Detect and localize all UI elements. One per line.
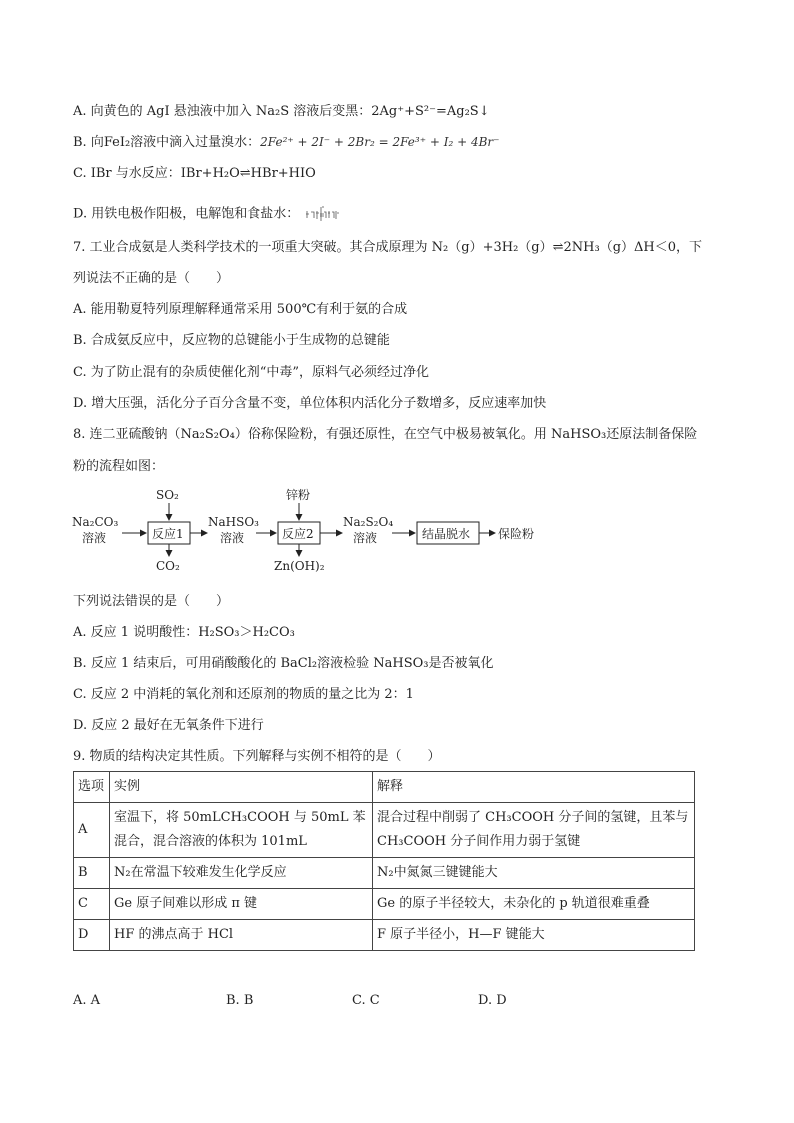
q6-option-d — [73, 203, 339, 225]
q9-option-b: B. B — [226, 993, 254, 1008]
q6-option-c: C. IBr 与水反应：IBr+H₂O⇌HBr+HIO — [73, 166, 316, 181]
table-row — [74, 858, 695, 889]
table-header-row — [74, 772, 695, 803]
q9-option-c: C. C — [352, 993, 380, 1008]
flow-mid-sublabel: 溶液 — [220, 531, 245, 545]
q8-stem-line1: 8. 连二亚硫酸钠（Na₂S₂O₄）俗称保险粉，有强还原性，在空气中极易被氧化。用 NaHSO₃还原法制备保险 — [73, 427, 698, 442]
q6-option-b-equation: 2Fe²⁺ + 2I⁻ + 2Br₂ = 2Fe³⁺ + I₂ + 4Br⁻ — [260, 135, 500, 149]
flow-input-zinc: 锌粉 — [286, 488, 311, 502]
q8-option-a: A. 反应 1 说明酸性：H₂SO₃＞H₂CO₃ — [73, 625, 295, 640]
table-cell-explanation: F 原子半径小，H—F 键能大 — [373, 920, 695, 951]
q7-option-c: C. 为了防止混有的杂质使催化剂“中毒”，原料气必须经过净化 — [73, 365, 430, 380]
table-cell-example: N₂在常温下较难发生化学反应 — [110, 858, 373, 889]
q6-option-b-text: B. 向FeI₂溶液中滴入过量溴水： — [73, 135, 261, 150]
flow-start-label: Na₂CO₃ — [72, 515, 119, 529]
q8-option-c: C. 反应 2 中消耗的氧化剂和还原剂的物质的量之比为 2：1 — [73, 687, 414, 702]
table-cell-option: C — [74, 889, 110, 920]
table-cell-option: B — [74, 858, 110, 889]
flow-output-co2: CO₂ — [156, 559, 180, 573]
q9-stem: 9. 物质的结构决定其性质。下列解释与实例不相符的是（ ） — [73, 749, 441, 764]
q9-option-a: A. A — [73, 993, 101, 1008]
q8-ask: 下列说法错误的是（ ） — [73, 594, 230, 609]
flow-box-reaction1-label: 反应1 — [152, 527, 184, 541]
table-header-cell: 实例 — [110, 772, 373, 803]
q7-option-b: B. 合成氨反应中，反应物的总键能小于生成物的总键能 — [73, 333, 390, 348]
table-cell-explanation: N₂中氮氮三键键能大 — [373, 858, 695, 889]
table-header-cell: 解释 — [373, 772, 695, 803]
table-row — [74, 889, 695, 920]
flow-after-sublabel: 溶液 — [353, 531, 378, 545]
q7-stem-line1: 7. 工业合成氨是人类科学技术的一项重大突破。其合成原理为 N₂（g）+3H₂（g）⇌2NH₃（g）ΔH＜0，下 — [73, 240, 703, 255]
table-header-cell: 选项 — [74, 772, 110, 803]
table-cell-example: 室温下，将 50mLCH₃COOH 与 50mL 苯混合，混合溶液的体积为 101mL — [110, 803, 373, 858]
flow-end-label: 保险粉 — [498, 527, 535, 541]
flow-input-so2: SO₂ — [156, 488, 179, 502]
flow-start-sublabel: 溶液 — [82, 531, 107, 545]
table-cell-example: HF 的沸点高于 HCl — [110, 920, 373, 951]
table-row — [74, 920, 695, 951]
flow-box-reaction2-label: 反应2 — [282, 527, 314, 541]
q8-option-d: D. 反应 2 最好在无氧条件下进行 — [73, 718, 264, 733]
q6-option-a: A. 向黄色的 AgI 悬浊液中加入 Na₂S 溶液后变黑：2Ag⁺+S²⁻=Ag₂S↓ — [73, 104, 490, 119]
q9-table — [73, 771, 695, 951]
q7-option-a: A. 能用勒夏特列原理解释通常采用 500℃有利于氨的合成 — [73, 302, 408, 317]
table-cell-example: Ge 原子间难以形成 π 键 — [110, 889, 373, 920]
garbled-equation-image — [305, 203, 339, 225]
table-cell-option: D — [74, 920, 110, 951]
flow-output-znoh2: Zn(OH)₂ — [274, 559, 325, 573]
table-cell-option: A — [74, 803, 110, 858]
q8-option-b: B. 反应 1 结束后，可用硝酸酸化的 BaCl₂溶液检验 NaHSO₃是否被氧化 — [73, 656, 494, 671]
table-cell-explanation: Ge 的原子半径较大，未杂化的 p 轨道很难重叠 — [373, 889, 695, 920]
flow-mid-label: NaHSO₃ — [208, 515, 259, 529]
process-flowchart — [70, 482, 570, 577]
q7-stem-line2: 列说法不正确的是（ ） — [73, 271, 230, 286]
flow-after-label: Na₂S₂O₄ — [343, 515, 394, 529]
q6-option-b — [73, 133, 499, 152]
table-cell-explanation: 混合过程中削弱了 CH₃COOH 分子间的氢键，且苯与 CH₃COOH 分子间作用力弱于氢键 — [373, 803, 695, 858]
q7-option-d: D. 增大压强，活化分子百分含量不变，单位体积内活化分子数增多，反应速率加快 — [73, 396, 547, 411]
flow-box-crystallize-label: 结晶脱水 — [422, 527, 471, 541]
q9-option-d: D. D — [478, 993, 507, 1008]
table-row — [74, 803, 695, 858]
q6-option-d-text: D. 用铁电极作阳极，电解饱和食盐水： — [73, 206, 300, 222]
q8-stem-line2: 粉的流程如图： — [73, 459, 165, 474]
